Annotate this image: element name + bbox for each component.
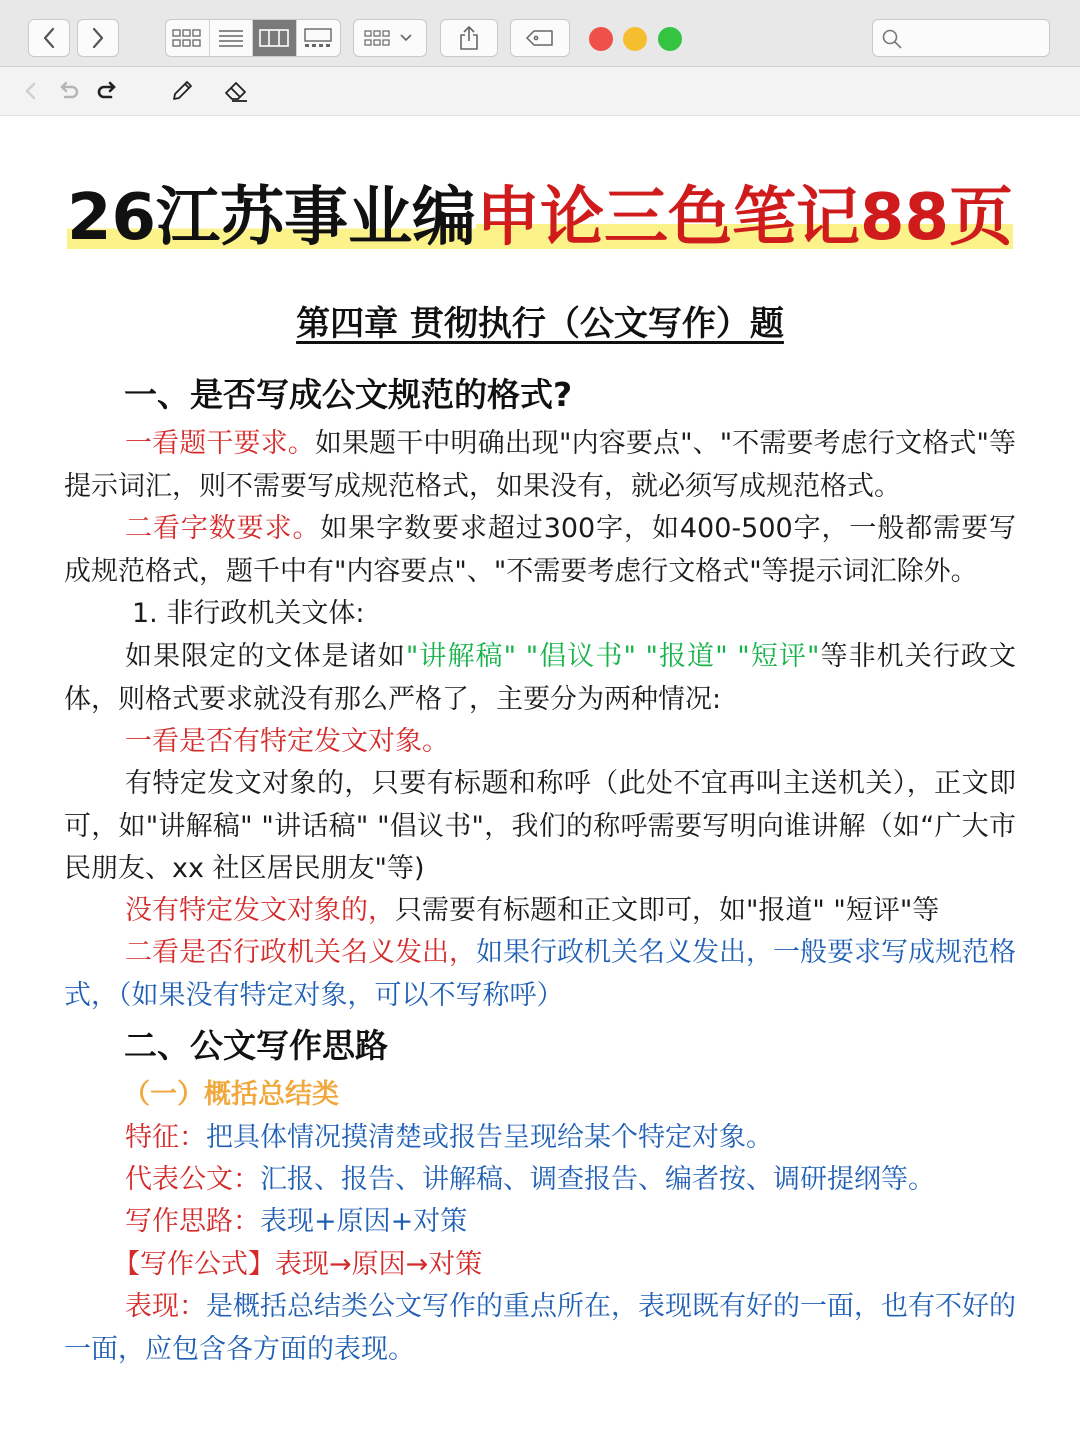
- paragraph-text: 等非机关行政文体，则格式要求就没有那么严格了，主要分为两种情况:: [64, 641, 1017, 715]
- line-label: 代表公文：: [125, 1164, 260, 1195]
- column-view-button[interactable]: [253, 20, 297, 56]
- redo-button[interactable]: [94, 78, 120, 104]
- arrange-icon: [363, 28, 417, 48]
- paragraph-admin-issue: [64, 932, 1016, 1017]
- grid-view-icon: [172, 28, 202, 48]
- share-button[interactable]: [440, 19, 498, 57]
- line-label: 写作思路：: [125, 1206, 260, 1237]
- representative-docs-line: [125, 1159, 935, 1202]
- chevron-right-icon: [91, 27, 105, 49]
- line-text: 把具体情况摸清楚或报告呈现给某个特定对象。: [206, 1122, 773, 1153]
- share-icon: [457, 25, 481, 51]
- document-title: [0, 178, 1080, 258]
- section-1-heading: 一、是否写成公文规范的格式?: [124, 375, 573, 414]
- subsection-heading: （一）概括总结类: [123, 1079, 339, 1110]
- paragraph-word-count: [64, 508, 1016, 593]
- grid-view-button[interactable]: [166, 20, 210, 56]
- tag-button[interactable]: [510, 19, 570, 57]
- paragraph-specific-target: 有特定发文对象的，只要有标题和称呼（此处不宜再叫主送机关），正文即可，如"讲解稿" "讲话稿" "倡议书"，我们的称呼需要写明向谁讲解（如“广大市民朋友、xx 社区居民朋友"等): [64, 768, 1016, 884]
- paragraph-text: 如果行政机关名义发出，一般要求写成规范格式，（如果没有特定对象，可以不写称呼）: [64, 937, 1016, 1011]
- line-text: 表现+原因+对策: [260, 1206, 468, 1237]
- line-label: 特征：: [125, 1122, 206, 1153]
- paragraph-text: 如果题干中明确出现"内容要点"、"不需要考虑行文格式"等提示词汇，则不需要写成规范格式，如果没有，就必须写成规范格式。: [64, 428, 1016, 502]
- gallery-view-button[interactable]: [297, 20, 340, 56]
- title-part-red: 申论三色笔记88页: [476, 181, 1014, 255]
- paragraph-lead: 一看题干要求。: [125, 428, 315, 459]
- chevron-left-icon: [42, 27, 56, 49]
- close-window-button[interactable]: [589, 27, 613, 51]
- genre-list: "讲解稿" "倡议书" "报道" "短评": [405, 641, 820, 672]
- pencil-icon: [170, 79, 194, 103]
- paragraph-lead: 表现：: [125, 1291, 206, 1322]
- column-view-icon: [259, 28, 289, 48]
- search-icon: [881, 28, 903, 50]
- feature-line: [125, 1117, 773, 1160]
- line-label: 【写作公式】: [113, 1249, 275, 1280]
- formula-line: [113, 1244, 482, 1287]
- paragraph-text: 如果字数要求超过300字，如400-500字，一般都需要写成规范格式，题千中有"内容要点"、"不需要考虑行文格式"等提示词汇除外。: [64, 513, 1016, 587]
- forward-button[interactable]: [77, 19, 119, 57]
- previous-button[interactable]: [17, 78, 43, 104]
- undo-button[interactable]: [56, 78, 82, 104]
- section-2-heading: 二、公文写作思路: [124, 1026, 388, 1065]
- back-button[interactable]: [28, 19, 70, 57]
- view-mode-switcher: [165, 19, 341, 57]
- case-heading: 一看是否有特定发文对象。: [125, 726, 449, 757]
- paragraph-question-requirement: [64, 423, 1016, 508]
- undo-icon: [57, 81, 81, 101]
- paragraph-text: 只需要有标题和正文即可，如"报道" "短评"等: [395, 895, 940, 926]
- paragraph-lead: 没有特定发文对象的，: [125, 895, 395, 926]
- arrange-dropdown[interactable]: [353, 19, 427, 57]
- list-view-button[interactable]: [210, 20, 254, 56]
- chevron-left-icon: [22, 81, 38, 101]
- pencil-tool-button[interactable]: [169, 78, 195, 104]
- list-view-icon: [218, 28, 244, 48]
- title-part-black: 26江苏事业编: [66, 181, 476, 255]
- line-text: 表现→原因→对策: [275, 1249, 483, 1280]
- paragraph-lead: 二看是否行政机关名义发出，: [125, 937, 476, 968]
- tag-icon: [525, 29, 555, 47]
- search-input[interactable]: [872, 19, 1050, 57]
- zoom-window-button[interactable]: [658, 27, 682, 51]
- paragraph-no-target: [125, 890, 939, 933]
- paragraph-text: 如果限定的文体是诸如: [125, 641, 406, 672]
- minimize-window-button[interactable]: [623, 27, 647, 51]
- eraser-icon: [223, 79, 249, 103]
- chapter-heading: 第四章 贯彻执行（公文写作）题: [296, 304, 784, 344]
- line-text: 汇报、报告、讲解稿、调查报告、编者按、调研提纲等。: [260, 1164, 935, 1195]
- paragraph-text: 是概括总结类公文写作的重点所在，表现既有好的一面，也有不好的一面，应包含各方面的表现。: [64, 1291, 1016, 1365]
- paragraph-lead: 二看字数要求。: [125, 513, 321, 544]
- writing-idea-line: [125, 1201, 467, 1244]
- eraser-tool-button[interactable]: [223, 78, 249, 104]
- gallery-view-icon: [303, 28, 333, 48]
- paragraph-genre: [64, 636, 1016, 721]
- paragraph-performance: [64, 1286, 1016, 1371]
- redo-icon: [95, 81, 119, 101]
- list-item-non-admin: 1. 非行政机关文体:: [132, 598, 365, 629]
- edit-toolbar: [0, 67, 1080, 116]
